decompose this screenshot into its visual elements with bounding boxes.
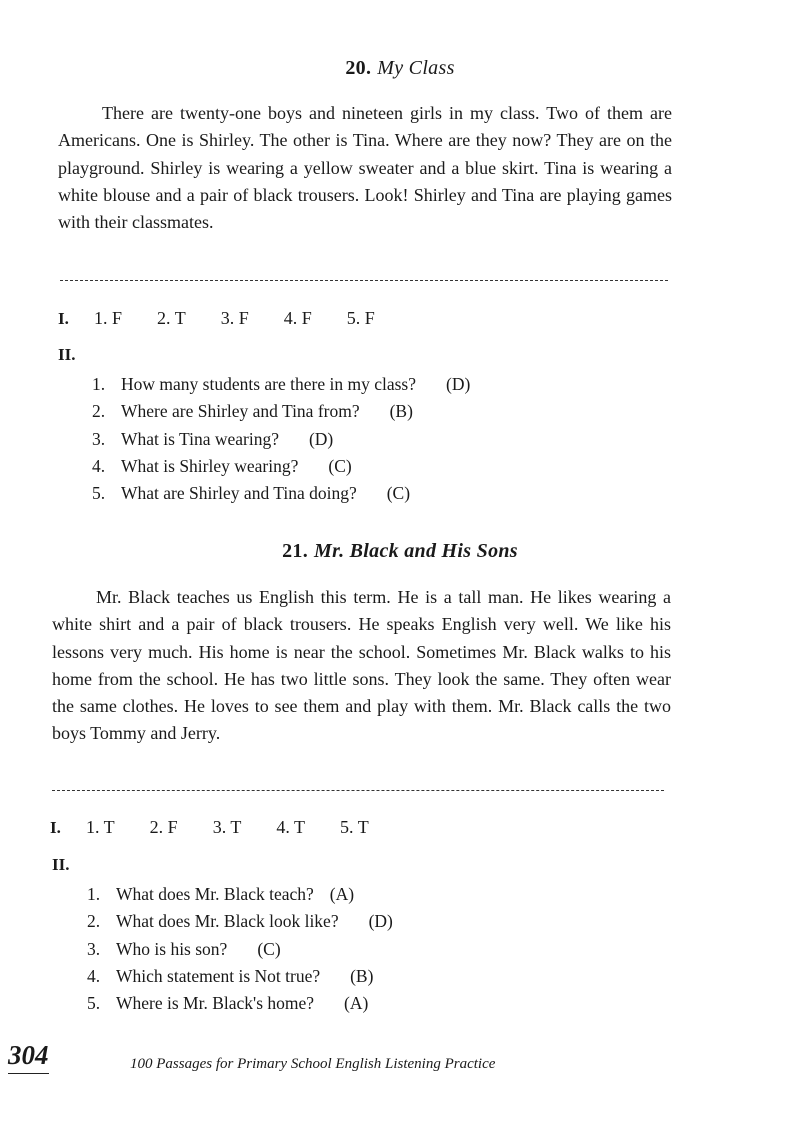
question-text: Where are Shirley and Tina from?: [121, 401, 360, 422]
question-item: [87, 990, 393, 1017]
question-item: [87, 908, 393, 935]
section-label: II.: [58, 345, 76, 364]
question-item: [92, 453, 470, 480]
tf-answer: 5. T: [340, 817, 369, 837]
question-answer: (C): [328, 455, 352, 476]
passage-number: 20.: [345, 57, 372, 79]
passage-21-question-list: [87, 881, 393, 1017]
question-number: 2.: [92, 401, 106, 422]
question-item: [92, 398, 470, 425]
question-answer: (A): [344, 993, 369, 1014]
tf-answer: 1. T: [86, 817, 115, 837]
question-text: Where is Mr. Black's home?: [116, 993, 315, 1014]
question-number: 5.: [92, 483, 106, 504]
question-item: [87, 963, 393, 990]
tf-answer: 3. T: [212, 817, 242, 837]
question-answer: (B): [350, 965, 374, 986]
dashed-divider: [60, 280, 668, 281]
question-number: 1.: [87, 884, 101, 904]
tf-answer: 5. F: [346, 308, 375, 328]
passage-21-title: [0, 540, 800, 563]
page-number: 304: [8, 1040, 49, 1074]
question-text: What is Tina wearing?: [121, 428, 279, 449]
passage-20-title: [0, 57, 800, 80]
passage-21-text: Mr. Black teaches us English this term. He is a tall man. He likes wearing a white shirt and a pair of black trousers. He speaks English very well. We like his lessons very much. His home is near the school. Sometimes Mr. Black walks to his home from the school. He has two little sons. They look the same. They often wear the same clothes. He loves to see them and play with them. Mr. Black calls the two boys Tommy and Jerry.: [52, 587, 671, 744]
question-number: 5.: [87, 993, 101, 1014]
question-item: [87, 936, 393, 963]
question-number: 3.: [92, 428, 106, 449]
question-item: [92, 371, 470, 398]
question-item: [92, 480, 470, 507]
tf-answer: 1. F: [94, 308, 123, 328]
tf-answer: 2. F: [149, 817, 178, 837]
section-label: I.: [50, 818, 61, 837]
passage-title-text: Mr. Black and His Sons: [314, 540, 518, 562]
tf-answer: 3. F: [220, 308, 249, 328]
question-text: What are Shirley and Tina doing?: [121, 483, 357, 504]
question-answer: (B): [389, 401, 413, 422]
section-label: I.: [58, 309, 69, 328]
question-text: What does Mr. Black teach?: [116, 884, 314, 904]
passage-number: 21.: [282, 540, 308, 562]
question-answer: (D): [368, 911, 393, 932]
passage-20-question-list: [92, 371, 470, 507]
question-number: 3.: [87, 938, 101, 959]
passage-20-true-false-answers: [58, 308, 410, 329]
question-text: Who is his son?: [116, 938, 228, 959]
book-title-footer: 100 Passages for Primary School English Listening Practice: [130, 1056, 496, 1072]
question-text: Which statement is Not true?: [116, 965, 321, 986]
question-answer: (C): [386, 483, 411, 504]
question-number: 4.: [92, 455, 106, 476]
question-answer: (A): [329, 884, 355, 904]
question-answer: (D): [308, 428, 334, 449]
tf-answer: 4. T: [276, 817, 306, 837]
question-number: 4.: [87, 965, 101, 986]
question-number: 2.: [87, 911, 101, 932]
tf-answer: 2. T: [157, 308, 186, 328]
passage-title-text: My Class: [377, 57, 455, 79]
passage-21-true-false-answers: [50, 817, 404, 838]
passage-20-text: There are twenty-one boys and nineteen girls in my class. Two of them are Americans. One is Shirley. The other is Tina. Where are they now? They are on the playground. Shirley is wearing a yellow sweater and a blue skirt. Tina is wearing a white blouse and a pair of black trousers. Look! Shirley and Tina are playing games with their classmates.: [58, 103, 672, 233]
tf-answer: 4. F: [283, 308, 312, 328]
dashed-divider: [52, 790, 664, 791]
question-item: [92, 426, 470, 453]
question-text: How many students are there in my class?: [121, 374, 416, 394]
question-text: What does Mr. Black look like?: [116, 911, 339, 932]
section-label: II.: [52, 855, 70, 874]
question-item: [87, 881, 393, 908]
question-answer: (C): [257, 938, 281, 959]
question-number: 1.: [92, 374, 106, 394]
question-answer: (D): [446, 374, 471, 394]
question-text: What is Shirley wearing?: [121, 455, 299, 476]
